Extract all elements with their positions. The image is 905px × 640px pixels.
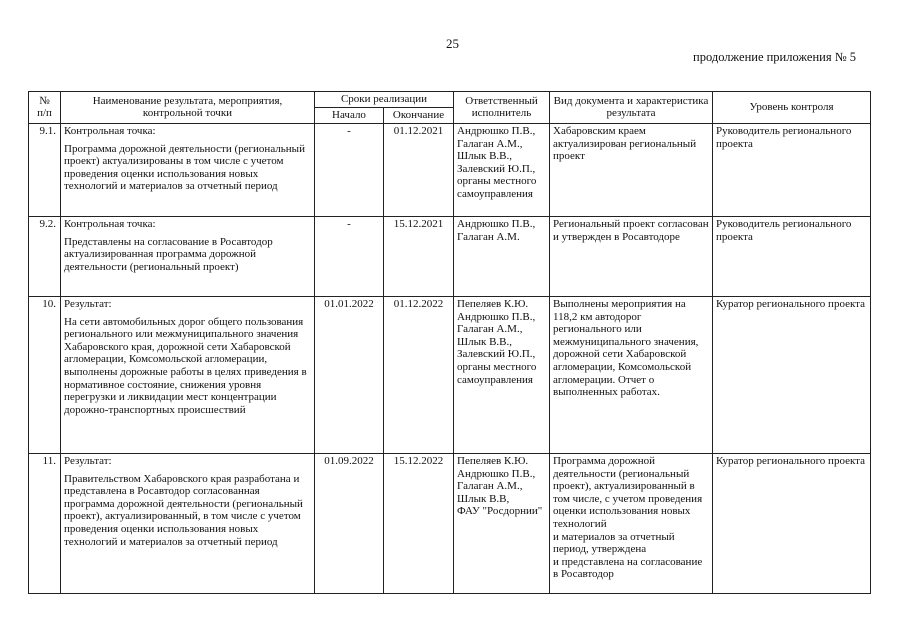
row-start-date: - [315, 217, 384, 297]
row-start-date: - [315, 124, 384, 217]
row-kind: Контрольная точка: [64, 218, 156, 230]
row-name-cell [61, 124, 315, 217]
table-row [29, 297, 871, 454]
column-header-period: Сроки реализации [315, 92, 454, 108]
column-header-start: Начало [315, 108, 384, 124]
table-row [29, 454, 871, 594]
row-description: Правительством Хабаровского края разработана и представлена в Росавтодор согласованная программа дорожной деятельности (региональный проект), актуализированный, в том числе с учетом проведения оценки использования новых технологий и материалов за отчетный период [64, 472, 303, 548]
row-name-cell [61, 297, 315, 454]
row-name-cell [61, 217, 315, 297]
column-header-name: Наименование результата, мероприятия, контрольной точки [61, 92, 315, 124]
row-end-date: 01.12.2021 [384, 124, 454, 217]
column-header-responsible: Ответственный исполнитель [454, 92, 550, 124]
row-kind: Контрольная точка: [64, 125, 156, 137]
row-description: Представлены на согласование в Росавтодор актуализированная программа дорожной деятельности (региональный проект) [64, 235, 273, 273]
row-document: Выполнены мероприятия на 118,2 км автодорог регионального или межмуниципального значения, дорожной сети Хабаровской агломерации, Комсомольской агломерации. Отчет о выполненных работах. [550, 297, 713, 454]
row-start-date: 01.09.2022 [315, 454, 384, 594]
row-responsible: Пепеляев К.Ю. Андрюшко П.В., Галаган А.М., Шлык В.В, ФАУ "Росдорнии" [454, 454, 550, 594]
row-start-date: 01.01.2022 [315, 297, 384, 454]
column-header-number: № п/п [29, 92, 61, 124]
row-kind: Результат: [64, 298, 112, 310]
column-header-end: Окончание [384, 108, 454, 124]
row-end-date: 15.12.2022 [384, 454, 454, 594]
table-row [29, 124, 871, 217]
row-description: На сети автомобильных дорог общего пользования регионального или межмуниципального значения Хабаровского края, дорожной сети Хабаровской агломерации, Комсомольской агломерации, выполнены дорожные работы в целях приведения в нормативное состояние, снижения уровня перегрузки и ликвидации мест концентрации дорожно-транспортных происшествий [64, 315, 307, 416]
column-header-control: Уровень контроля [713, 92, 871, 124]
row-control-level: Руководитель регионального проекта [713, 124, 871, 217]
row-number: 9.2. [29, 217, 61, 297]
column-header-document: Вид документа и характеристика результата [550, 92, 713, 124]
row-document: Хабаровским краем актуализирован региональный проект [550, 124, 713, 217]
row-responsible: Андрюшко П.В., Галаган А.М., Шлык В.В., Залевский Ю.П., органы местного самоуправления [454, 124, 550, 217]
row-kind: Результат: [64, 455, 112, 467]
table-row [29, 217, 871, 297]
row-end-date: 01.12.2022 [384, 297, 454, 454]
appendix-continuation-label: продолжение приложения № 5 [693, 50, 856, 64]
row-name-cell [61, 454, 315, 594]
row-control-level: Куратор регионального проекта [713, 297, 871, 454]
row-end-date: 15.12.2021 [384, 217, 454, 297]
row-responsible: Пепеляев К.Ю. Андрюшко П.В., Галаган А.М., Шлык В.В., Залевский Ю.П., органы местного самоуправления [454, 297, 550, 454]
row-control-level: Руководитель регионального проекта [713, 217, 871, 297]
row-responsible: Андрюшко П.В., Галаган А.М. [454, 217, 550, 297]
row-description: Программа дорожной деятельности (региональный проект) актуализированы в том числе с учетом проведения оценки использования новых технологий и материалов за отчетный период [64, 142, 305, 193]
page-number: 25 [446, 36, 459, 51]
row-control-level: Куратор регионального проекта [713, 454, 871, 594]
row-number: 9.1. [29, 124, 61, 217]
row-number: 10. [29, 297, 61, 454]
row-number: 11. [29, 454, 61, 594]
row-document: Региональный проект согласован и утвержден в Росавтодоре [550, 217, 713, 297]
implementation-plan-table [28, 91, 871, 594]
row-document: Программа дорожной деятельности (региональный проект), актуализированный в том числе, с учетом проведения оценки использования новых технологий и материалов за отчетный период, утверждена и представлена на согласование в Росавтодор [550, 454, 713, 594]
